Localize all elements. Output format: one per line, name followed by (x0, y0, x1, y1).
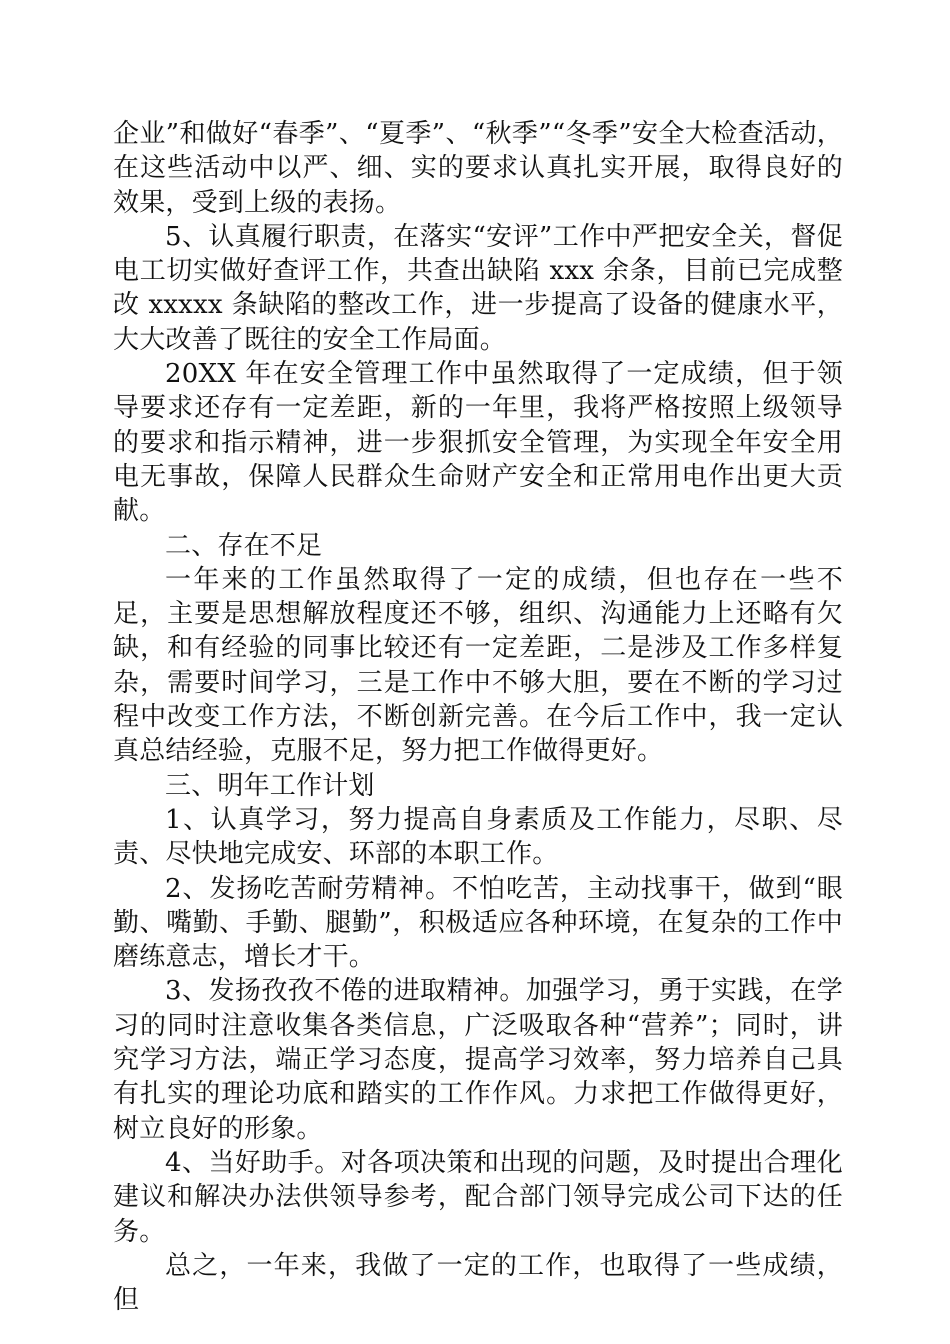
section-heading-next-year-plan: 三、明年工作计划 (165, 770, 375, 801)
section-heading-shortcomings: 二、存在不足 (165, 530, 323, 561)
paragraph-plan-4: 4、当好助手。对各项决策和出现的问题，及时提出合理化建议和解决办法供领导参考，配合部门领导完成公司下达的任务。 (113, 1147, 843, 1247)
paragraph-plan-2: 2、发扬吃苦耐劳精神。不怕吃苦，主动找事干，做到“眼勤、嘴勤、手勤、腿勤”，积极适应各种环境，在复杂的工作中磨练意志，增长才干。 (113, 873, 843, 973)
paragraph-summary: 20XX 年在安全管理工作中虽然取得了一定成绩，但于领导要求还存有一定差距，新的一年里，我将严格按照上级领导的要求和指示精神，进一步狠抓安全管理，为实现全年安全用电无事故，保障人民群众生命财产安全和正常用电作出更大贡献。 (113, 359, 843, 527)
paragraph-continuation: 企业”和做好“春季”、“夏季”、“秋季”“冬季”安全大检查活动，在这些活动中以严、细、实的要求认真扎实开展，取得良好的效果，受到上级的表扬。 (113, 119, 843, 218)
document-body (113, 117, 843, 1317)
paragraph-plan-3: 3、发扬孜孜不倦的进取精神。加强学习，勇于实践，在学习的同时注意收集各类信息，广泛吸取各种“营养”；同时，讲究学习方法，端正学习态度，提高学习效率，努力培养自己具有扎实的理论功底和踏实的工作作风。力求把工作做得更好，树立良好的形象。 (113, 976, 843, 1144)
paragraph-item-5: 5、认真履行职责，在落实“安评”工作中严把安全关，督促电工切实做好查评工作，共查出缺陷 xxx 余条，目前已完成整改 xxxxx 条缺陷的整改工作，进一步提高了设备的健康水平，大大改善了既往的安全工作局面。 (113, 221, 843, 355)
paragraph-shortcomings: 一年来的工作虽然取得了一定的成绩，但也存在一些不足，主要是思想解放程度还不够，组织、沟通能力上还略有欠缺，和有经验的同事比较还有一定差距，二是涉及工作多样复杂，需要时间学习，三是工作中不够大胆，要在不断的学习过程中改变工作方法，不断创新完善。在今后工作中，我一定认真总结经验，克服不足，努力把工作做得更好。 (113, 564, 843, 767)
paragraph-plan-1: 1、认真学习，努力提高自身素质及工作能力，尽职、尽责、尽快地完成安、环部的本职工作。 (113, 804, 843, 870)
paragraph-conclusion: 总之，一年来，我做了一定的工作，也取得了一些成绩，但 (113, 1250, 843, 1316)
